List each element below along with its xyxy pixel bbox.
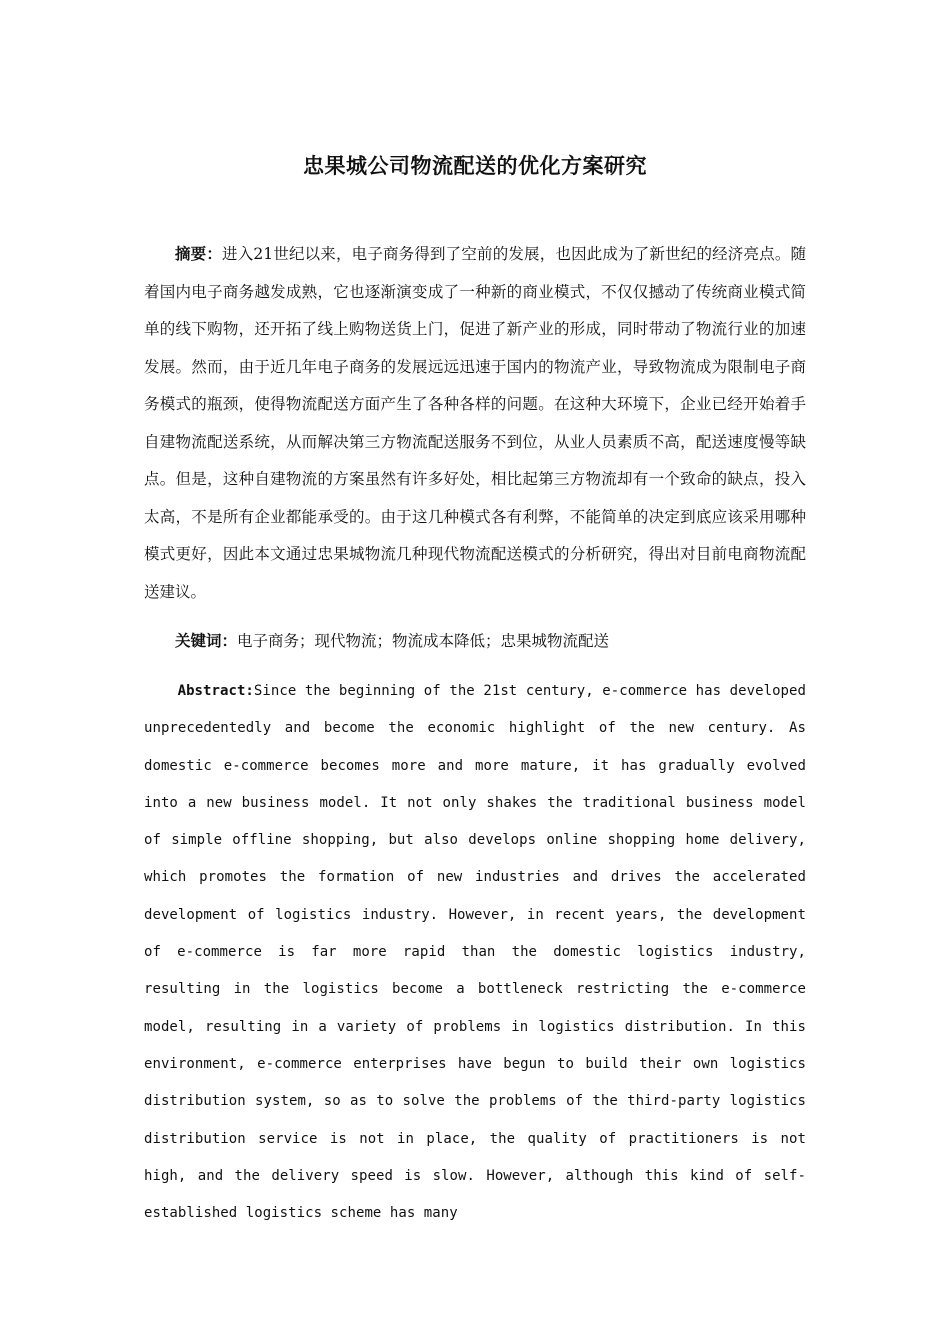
abstract-english-text: Since the beginning of the 21st century, e-commerce has developed unprecedentedly and become the economic highlight of the new century. As domestic e-commerce becomes more and more mature, it has gradually evolved into a new business model. It not only shakes the traditional business model of simple offline shopping, but also develops online shopping home delivery, which promotes the formation of new industries and drives the accelerated development of logistics industry. However, in recent years, the development of e-commerce is far more rapid than the domestic logistics industry, resulting in the logistics become a bottleneck restricting the e-commerce model, resulting in a variety of problems in logistics distribution. In this environment, e-commerce enterprises have begun to build their own logistics distribution system, so as to solve the problems of the third-party logistics distribution service is not in place, the quality of practitioners is not high, and the delivery speed is slow. However, although this kind of self-established logistics scheme has many	[144, 683, 806, 1222]
page-title: 忠果城公司物流配送的优化方案研究	[303, 153, 647, 179]
abstract-chinese	[144, 235, 806, 611]
keywords-chinese-label: 关键词：	[175, 631, 238, 650]
abstract-chinese-text: 进入21世纪以来，电子商务得到了空前的发展，也因此成为了新世纪的经济亮点。随着国内电子商务越发成熟，它也逐渐演变成了一种新的商业模式，不仅仅撼动了传统商业模式简单的线下购物，还开拓了线上购物送货上门，促进了新产业的形成，同时带动了物流行业的加速发展。然而，由于近几年电子商务的发展远远迅速于国内的物流产业，导致物流成为限制电子商务模式的瓶颈，使得物流配送方面产生了各种各样的问题。在这种大环境下，企业已经开始着手自建物流配送系统，从而解决第三方物流配送服务不到位，从业人员素质不高，配送速度慢等缺点。但是，这种自建物流的方案虽然有许多好处，相比起第三方物流却有一个致命的缺点，投入太高，不是所有企业都能承受的。由于这几种模式各有利弊，不能简单的决定到底应该采用哪种模式更好，因此本文通过忠果城物流几种现代物流配送模式的分析研究，得出对目前电商物流配送建议。	[144, 245, 806, 601]
abstract-english	[144, 673, 806, 1232]
keywords-chinese	[144, 622, 806, 661]
keywords-chinese-text: 电子商务；现代物流；物流成本降低；忠果城物流配送	[237, 632, 610, 650]
abstract-english-label: Abstract:	[177, 683, 254, 699]
abstract-chinese-label: 摘要：	[175, 244, 223, 263]
